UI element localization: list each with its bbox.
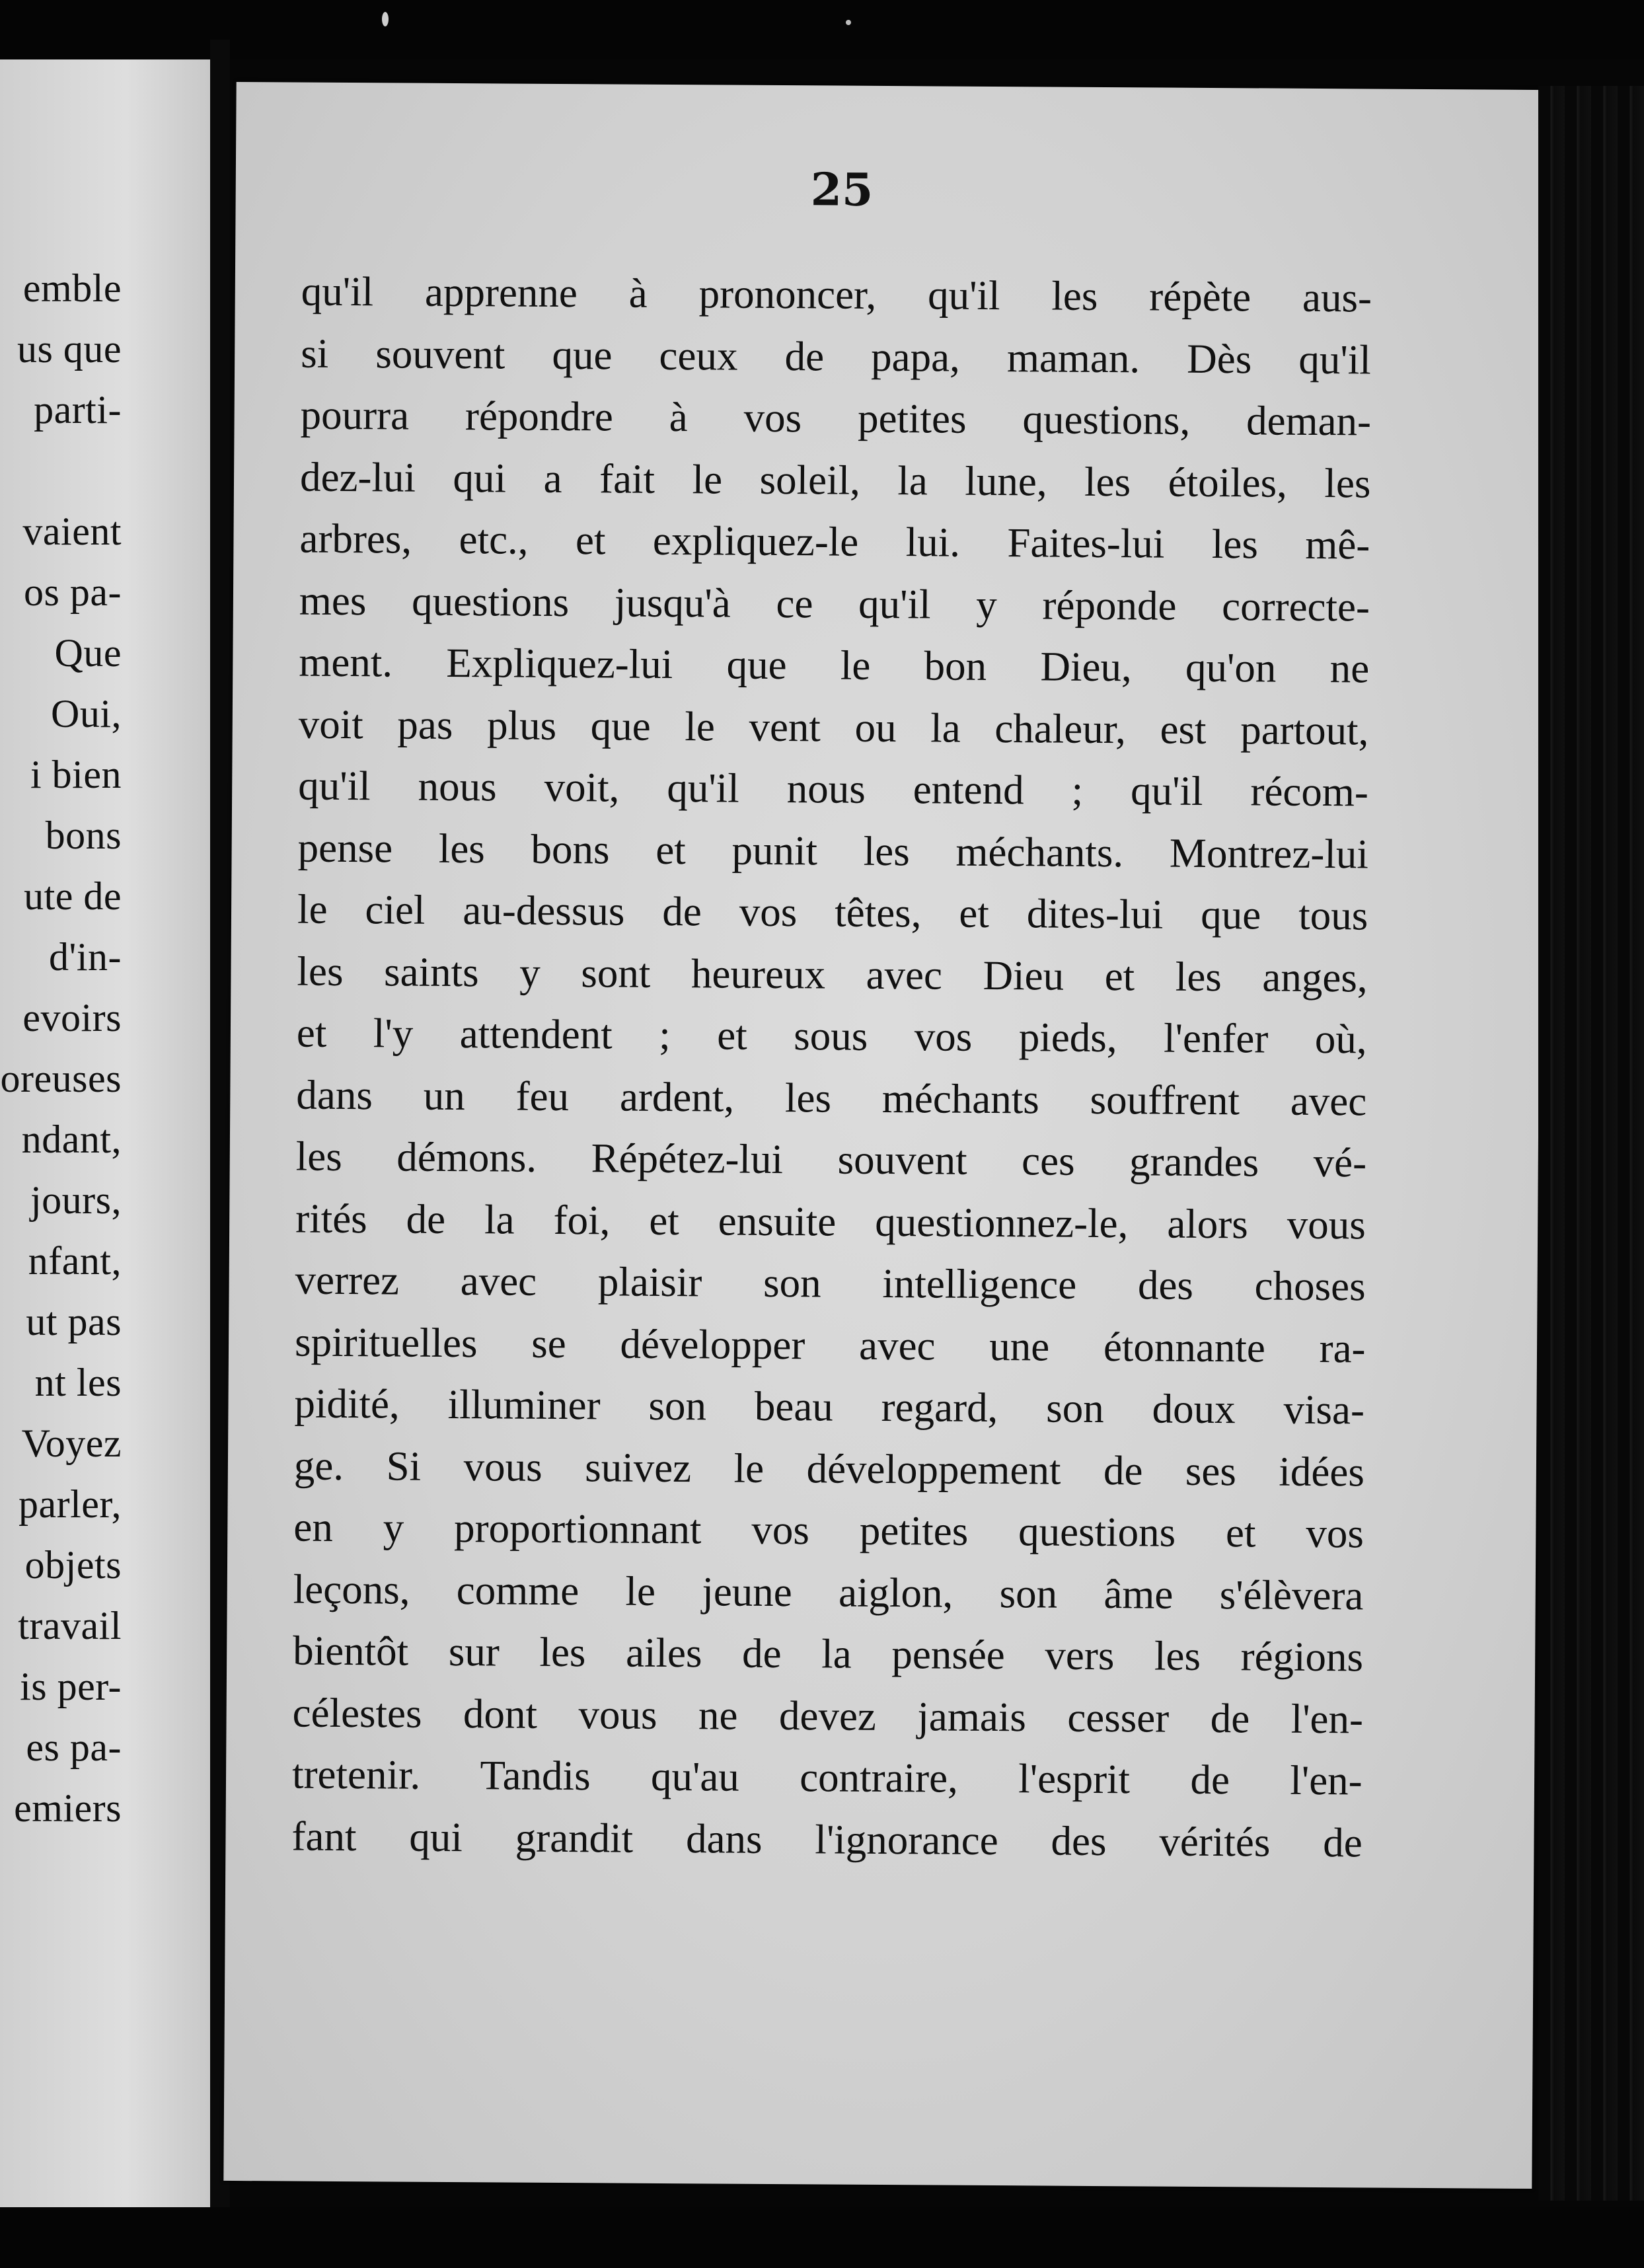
left-page-line: ut pas: [26, 1300, 122, 1343]
left-page-line: ute de: [24, 874, 122, 918]
left-page-line: oreuses: [0, 1057, 122, 1100]
bottom-border: [0, 2207, 1644, 2268]
text-line: les démons. Répétez-lui souvent ces grandes vé-: [295, 1133, 1367, 1186]
left-page-line: objets: [24, 1543, 122, 1587]
text-line: spirituelles se développer avec une étonnante ra-: [294, 1318, 1366, 1371]
left-page-line: os pa-: [24, 570, 122, 614]
left-page-line: Que: [54, 631, 122, 675]
text-line: qu'il nous voit, qu'il nous entend ; qu'il récom-: [298, 762, 1369, 815]
text-line: arbres, etc., et expliquez-le lui. Faites-lui les mê-: [299, 515, 1370, 568]
left-page-line: jours,: [30, 1178, 122, 1222]
left-page-line: emiers: [14, 1786, 122, 1830]
page-text-block: [291, 261, 1372, 1874]
left-page-line: parti-: [34, 388, 122, 432]
text-line: leçons, comme le jeune aiglon, son âme s'élèvera: [293, 1566, 1364, 1618]
text-line: pidité, illuminer son beau regard, son doux visa-: [294, 1380, 1365, 1433]
top-border: [0, 0, 1644, 59]
left-page-line: evoirs: [22, 996, 122, 1040]
left-page-line: d'in-: [49, 935, 122, 979]
text-line: tretenir. Tandis qu'au contraire, l'esprit de l'en-: [291, 1751, 1363, 1804]
text-line: ge. Si vous suivez le développement de ses idées: [293, 1442, 1365, 1495]
text-line: célestes dont vous ne devez jamais cesser de l'en-: [292, 1689, 1364, 1742]
text-line: voit pas plus que le vent ou la chaleur, est partout,: [298, 700, 1369, 753]
text-line: et l'y attendent ; et sous vos pieds, l'enfer où,: [296, 1009, 1367, 1063]
left-page-line: emble: [22, 266, 122, 310]
left-page-line: us que: [17, 327, 122, 371]
text-line: verrez avec plaisir son intelligence des choses: [295, 1256, 1366, 1310]
left-page-text: [0, 59, 210, 2207]
text-line: en y proportionnant vos petites questions et vos: [293, 1503, 1364, 1557]
left-page-line: Voyez: [21, 1421, 122, 1465]
left-page-line: vaient: [22, 510, 122, 553]
main-page: [223, 82, 1544, 2189]
left-page-line: i bien: [30, 753, 122, 796]
text-line: dez-lui qui a fait le soleil, la lune, les étoiles, les: [299, 453, 1371, 506]
left-page-line: nt les: [34, 1361, 122, 1404]
text-line: si souvent que ceux de papa, maman. Dès qu'il: [301, 330, 1371, 383]
left-page-line: is per-: [20, 1665, 122, 1708]
text-line: qu'il apprenne à prononcer, qu'il les répète aus-: [301, 268, 1372, 321]
left-page-line: ndant,: [21, 1117, 122, 1161]
left-page-line: parler,: [19, 1482, 122, 1526]
left-page-line: nfant,: [28, 1239, 122, 1283]
text-line: rités de la foi, et ensuite questionnez-le, alors vous: [295, 1195, 1366, 1248]
left-page-line: bons: [45, 813, 122, 857]
text-line: le ciel au-dessus de vos têtes, et dites-lui que tous: [297, 886, 1368, 939]
left-page-line: Oui,: [51, 692, 122, 736]
text-line: ment. Expliquez-lui que le bon Dieu, qu'on ne: [299, 638, 1370, 692]
dust-speck: [382, 12, 389, 26]
text-line: les saints y sont heureux avec Dieu et les anges,: [297, 948, 1368, 1001]
left-page-line: travail: [18, 1604, 122, 1647]
text-line: bientôt sur les ailes de la pensée vers les régions: [293, 1627, 1364, 1681]
text-line: pourra répondre à vos petites questions, deman-: [300, 391, 1372, 445]
text-line: mes questions jusqu'à ce qu'il y réponde correcte-: [299, 577, 1370, 630]
text-line: fant qui grandit dans l'ignorance des vérités de: [291, 1813, 1363, 1866]
text-line: pense les bons et punit les méchants. Montrez-lui: [297, 824, 1369, 877]
dust-speck: [846, 20, 851, 25]
left-page-fragment: [0, 59, 210, 2207]
book-edge: [1538, 86, 1644, 2201]
text-line: dans un feu ardent, les méchants souffrent avec: [296, 1071, 1367, 1124]
page-number: 25: [810, 163, 874, 217]
left-page-line: es pa-: [26, 1725, 122, 1769]
